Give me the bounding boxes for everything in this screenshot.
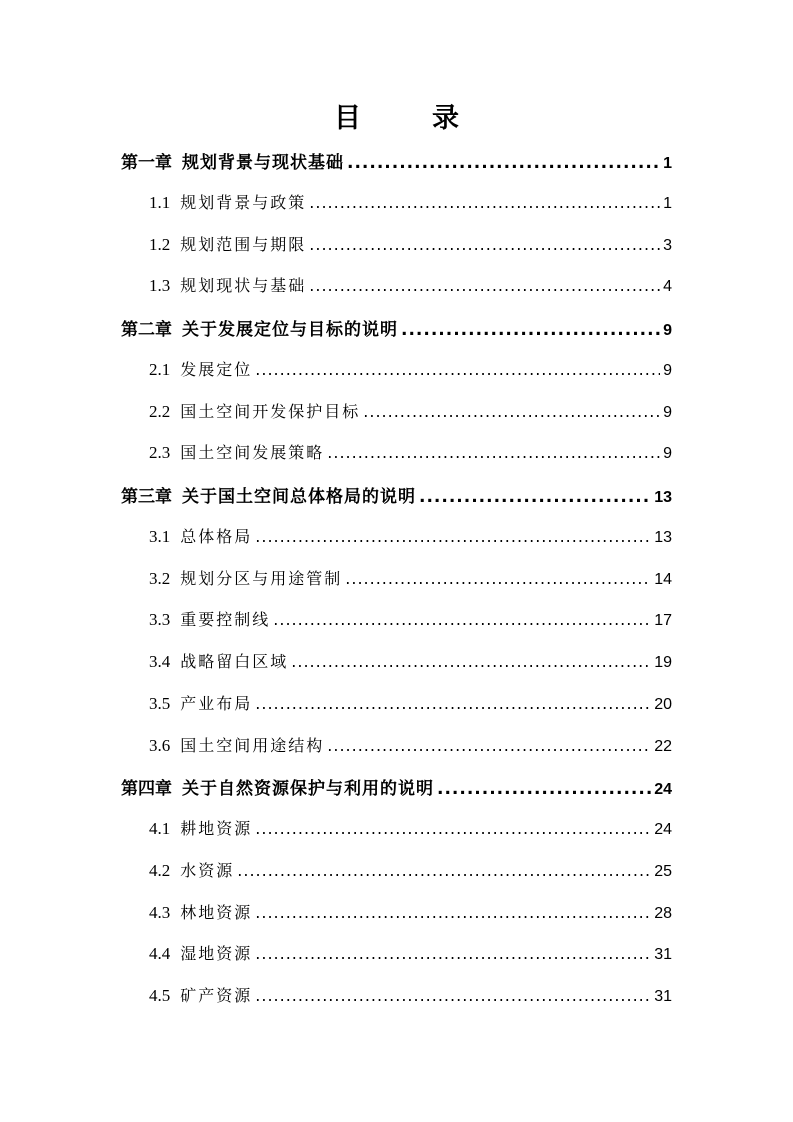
toc-dot-leader xyxy=(309,235,660,254)
toc-dot-leader xyxy=(309,193,660,212)
toc-entry-label: 林地资源 xyxy=(180,902,253,922)
toc-entry-label: 关于自然资源保护与利用的说明 xyxy=(182,779,434,800)
toc-page-number: 31 xyxy=(654,946,672,964)
toc-entry-label: 关于发展定位与目标的说明 xyxy=(182,320,398,340)
toc-entry-label: 国土空间开发保护目标 xyxy=(180,401,361,421)
toc-dot-leader xyxy=(345,569,651,588)
toc-entry-label: 国土空间用途结构 xyxy=(180,735,325,755)
toc-page-number: 13 xyxy=(654,528,672,546)
toc-section-entry[interactable] xyxy=(149,524,672,547)
toc-section-entry[interactable] xyxy=(149,566,672,589)
toc-section-entry[interactable] xyxy=(149,816,672,839)
toc-section-entry[interactable] xyxy=(149,649,672,672)
toc-entry-number: 第一章 xyxy=(121,153,172,173)
toc-entry-label: 国土空间发展策略 xyxy=(180,443,325,463)
toc-entry-label: 战略留白区域 xyxy=(180,652,289,671)
toc-page-number: 13 xyxy=(654,489,672,506)
toc-dot-leader xyxy=(419,487,651,507)
toc-section-entry[interactable] xyxy=(149,399,672,422)
toc-dot-leader xyxy=(255,360,660,379)
toc-entry-label: 发展定位 xyxy=(180,359,253,379)
toc-chapter-entry[interactable] xyxy=(121,482,672,507)
toc-dot-leader xyxy=(237,861,651,880)
toc-page-number: 9 xyxy=(663,361,672,379)
toc-entry-label: 湿地资源 xyxy=(180,944,253,964)
toc-entry-number: 2.1 xyxy=(149,359,171,379)
toc-entry-label: 水资源 xyxy=(180,860,235,880)
toc-section-entry[interactable] xyxy=(149,357,672,380)
toc-dot-leader xyxy=(255,903,651,922)
toc-section-entry[interactable] xyxy=(149,858,672,881)
toc-entry-number: 3.4 xyxy=(149,652,171,671)
toc-entry-label: 产业布局 xyxy=(180,693,253,713)
toc-dot-leader xyxy=(437,779,651,799)
toc-page-number: 31 xyxy=(654,988,672,1005)
toc-chapter-entry[interactable] xyxy=(121,315,672,340)
toc-chapter-entry[interactable] xyxy=(121,774,672,799)
toc-entry-number: 4.5 xyxy=(149,986,171,1005)
toc-entry-number: 第四章 xyxy=(121,779,172,800)
toc-entry-number: 1.3 xyxy=(149,276,171,296)
toc-entry-number: 1.1 xyxy=(149,192,171,212)
toc-entry-number: 3.6 xyxy=(149,735,171,755)
toc-page-number: 24 xyxy=(654,781,672,799)
toc-entry-number: 第三章 xyxy=(121,487,172,507)
toc-dot-leader xyxy=(291,652,651,671)
toc-dot-leader xyxy=(347,153,660,173)
toc-entry-label: 矿产资源 xyxy=(180,986,253,1005)
toc-page-number: 14 xyxy=(654,570,672,588)
toc-dot-leader xyxy=(255,986,651,1005)
toc-entry-number: 1.2 xyxy=(149,234,171,254)
toc-section-entry[interactable] xyxy=(149,190,672,213)
toc-entry-number: 3.5 xyxy=(149,693,171,713)
toc-page-number: 17 xyxy=(654,612,672,630)
toc-dot-leader xyxy=(255,819,651,838)
toc-chapter-entry[interactable] xyxy=(121,148,672,173)
toc-page-number: 28 xyxy=(654,904,672,922)
toc-entry-number: 3.1 xyxy=(149,526,171,546)
toc-section-entry[interactable] xyxy=(149,273,672,296)
toc-section-entry[interactable] xyxy=(149,691,672,714)
toc-section-entry[interactable] xyxy=(149,941,672,964)
toc-entry-label: 规划现状与基础 xyxy=(180,276,307,296)
toc-page-number: 24 xyxy=(654,821,672,838)
toc-entry-label: 关于国土空间总体格局的说明 xyxy=(182,487,416,507)
toc-entry-label: 规划背景与现状基础 xyxy=(182,153,344,173)
toc-page-number: 25 xyxy=(654,862,672,880)
toc-page-number: 9 xyxy=(663,445,672,463)
toc-entry-label: 重要控制线 xyxy=(180,610,271,630)
toc-dot-leader xyxy=(327,443,660,462)
toc-entry-label: 规划背景与政策 xyxy=(180,192,307,212)
page-title: 目 录 xyxy=(334,103,481,134)
toc-dot-leader xyxy=(255,944,651,963)
toc-dot-leader xyxy=(363,402,660,421)
toc-entry-number: 4.3 xyxy=(149,902,171,922)
toc-page-number: 1 xyxy=(663,155,672,172)
toc-page-number: 22 xyxy=(654,737,672,755)
toc-dot-leader xyxy=(273,610,651,629)
toc-entry-label: 总体格局 xyxy=(180,526,253,546)
toc-section-entry[interactable] xyxy=(149,607,672,630)
toc-page-number: 4 xyxy=(663,278,672,296)
toc-section-entry[interactable] xyxy=(149,900,672,923)
toc-page-number: 20 xyxy=(654,695,672,713)
toc-entry-number: 第二章 xyxy=(121,320,172,340)
toc-dot-leader xyxy=(309,276,660,295)
toc-section-entry[interactable] xyxy=(149,983,672,1006)
toc-section-entry[interactable] xyxy=(149,232,672,255)
toc-section-entry[interactable] xyxy=(149,733,672,756)
toc-entry-number: 4.4 xyxy=(149,944,171,964)
toc-entry-number: 4.2 xyxy=(149,860,171,880)
toc-entry-label: 规划范围与期限 xyxy=(180,234,307,254)
toc-dot-leader xyxy=(255,527,651,546)
toc-page-number: 1 xyxy=(663,194,672,212)
toc-page-number: 9 xyxy=(663,322,672,339)
toc-entry-label: 耕地资源 xyxy=(180,819,253,838)
toc-page-number: 9 xyxy=(663,403,672,421)
toc-entry-number: 3.2 xyxy=(149,568,171,588)
toc-section-entry[interactable] xyxy=(149,440,672,463)
toc-entry-number: 3.3 xyxy=(149,610,171,630)
toc-entry-number: 2.3 xyxy=(149,443,171,463)
toc-page-number: 19 xyxy=(654,654,672,671)
toc-entry-label: 规划分区与用途管制 xyxy=(180,568,343,588)
toc-dot-leader xyxy=(327,736,651,755)
toc-dot-leader xyxy=(255,694,651,713)
toc-entry-number: 2.2 xyxy=(149,401,171,421)
toc-page-number: 3 xyxy=(663,236,672,254)
toc-dot-leader xyxy=(401,320,660,340)
toc-entry-number: 4.1 xyxy=(149,819,171,838)
